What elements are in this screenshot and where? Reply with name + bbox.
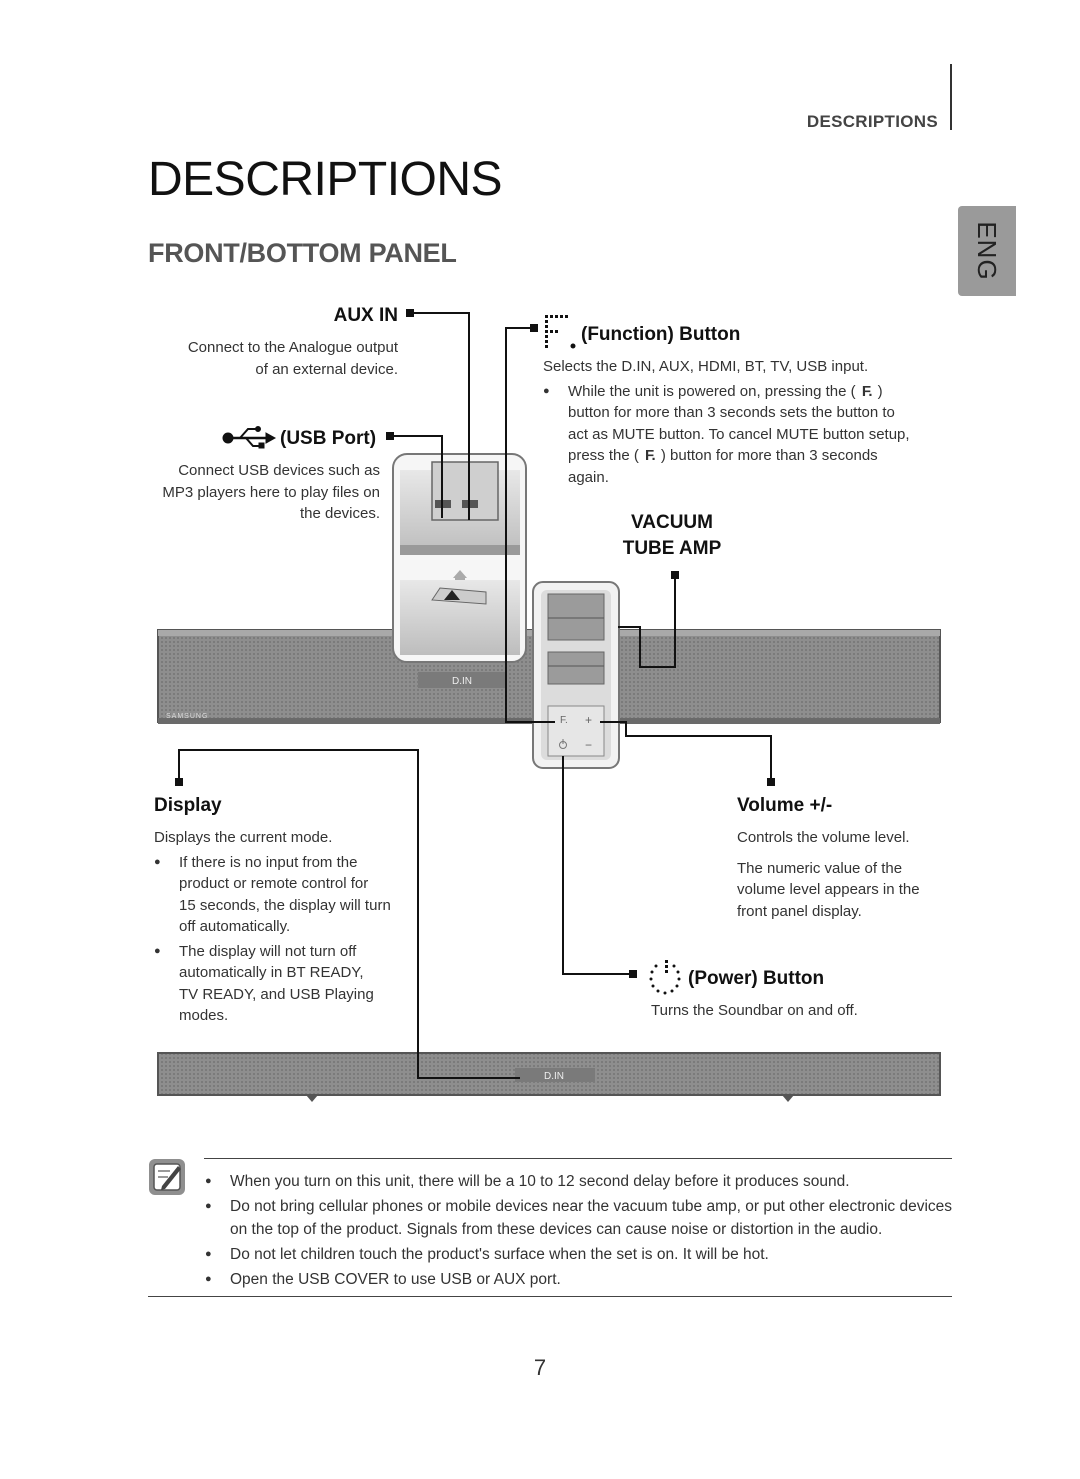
power-button-label: (Power) Button [688, 968, 825, 989]
leader-volume [600, 722, 771, 780]
power-icon [650, 960, 681, 995]
language-tab-label: ENG [972, 221, 1003, 281]
volume-desc-line: volume level appears in the [737, 881, 920, 898]
function-inline-icon: F. [645, 447, 655, 464]
running-header: DESCRIPTIONS [806, 112, 938, 131]
usb-desc-line: MP3 players here to play files on [162, 483, 380, 501]
bottom-display-text: D.IN [544, 1071, 564, 1082]
function-inline-icon: F. [861, 382, 872, 400]
vacuum-line: VACUUM [631, 512, 713, 533]
display-bullet-line: off automatically. [179, 918, 291, 935]
volume-desc-line: Controls the volume level. [737, 829, 910, 846]
function-bullet-text: ) [877, 382, 883, 400]
function-button-label: (Function) Button [581, 324, 741, 345]
panel-volume-up: + [585, 713, 593, 727]
display-bullet-line: TV READY, and USB Playing [179, 985, 374, 1003]
usb-icon [223, 427, 275, 449]
function-bullet-text: While the unit is powered on, pressing the ( [568, 382, 856, 400]
function-bullet-text: ) button for more than 3 seconds [660, 447, 878, 464]
power-button-description: Turns the Soundbar on and off. [651, 1002, 858, 1019]
notes-bottom-rule [148, 1296, 952, 1297]
note-item: ● Do not bring cellular phones or mobile devices near the vacuum tube amp, or put other electronic devices on the top of the product. Signals from these devices can cause noise or distortion in the audio. [205, 1195, 955, 1241]
note-item: ● When you turn on this unit, there will be a 10 to 12 second delay before it produces sound. [205, 1170, 955, 1193]
volume-description [737, 827, 947, 922]
display-window-text: D.IN [452, 676, 472, 687]
function-bullet [543, 381, 943, 489]
display-bullet [154, 852, 414, 938]
function-icon [545, 315, 576, 349]
display-bullet-line: ● If there is no input from the [179, 853, 358, 871]
display-bullet [154, 941, 414, 1027]
usb-desc-line: Connect USB devices such as [178, 462, 380, 479]
function-button-description [543, 356, 943, 488]
usb-port-label: (USB Port) [280, 428, 377, 449]
function-bullet-text: again. [568, 468, 609, 486]
vacuum-tube-label [600, 510, 744, 562]
page-number: 7 [533, 1355, 547, 1380]
function-desc: Selects the D.IN, AUX, HDMI, BT, TV, USB input. [543, 358, 869, 375]
display-description [154, 827, 414, 1027]
panel-function-key: F. [560, 715, 568, 726]
volume-desc-line: The numeric value of the [737, 859, 903, 877]
function-bullet-text: button for more than 3 seconds sets the button to [568, 404, 895, 421]
leader-power [563, 756, 633, 974]
function-bullet-text: act as MUTE button. To cancel MUTE button setup, [568, 425, 910, 443]
aux-in-desc-line: of an external device. [255, 360, 398, 378]
usb-desc-line: the devices. [299, 505, 380, 522]
function-bullet-text: press the ( [568, 447, 639, 464]
note-item: ● Do not let children touch the product's surface when the set is on. It will be hot. [205, 1243, 955, 1266]
vacuum-line: TUBE AMP [622, 538, 722, 559]
display-bullet-line: modes. [179, 1007, 229, 1024]
volume-desc-line: front panel display. [737, 902, 862, 920]
section-subtitle: FRONT/BOTTOM PANEL [148, 238, 457, 268]
aux-in-label: AUX IN [333, 305, 398, 326]
note-icon [148, 1158, 186, 1196]
page-title: DESCRIPTIONS [148, 153, 503, 206]
display-bullet-line: product or remote control for [179, 875, 369, 892]
display-bullet-line: ● The display will not turn off [179, 942, 357, 960]
notes-top-rule [204, 1158, 952, 1159]
display-bullet-line: 15 seconds, the display will turn [179, 896, 391, 914]
note-item: ● Open the USB COVER to use USB or AUX port. [205, 1268, 955, 1291]
notes-list [205, 1170, 955, 1291]
display-label: Display [154, 795, 222, 816]
display-bullet-line: automatically in BT READY, [179, 964, 364, 981]
panel-volume-down: − [585, 738, 593, 752]
volume-label: Volume +/- [737, 795, 833, 816]
aux-in-description [140, 337, 398, 380]
usb-port-description [120, 460, 380, 525]
display-desc: Displays the current mode. [154, 829, 333, 846]
aux-in-desc-line: Connect to the Analogue output [187, 339, 398, 356]
brand-logo: SAMSUNG [166, 713, 209, 720]
